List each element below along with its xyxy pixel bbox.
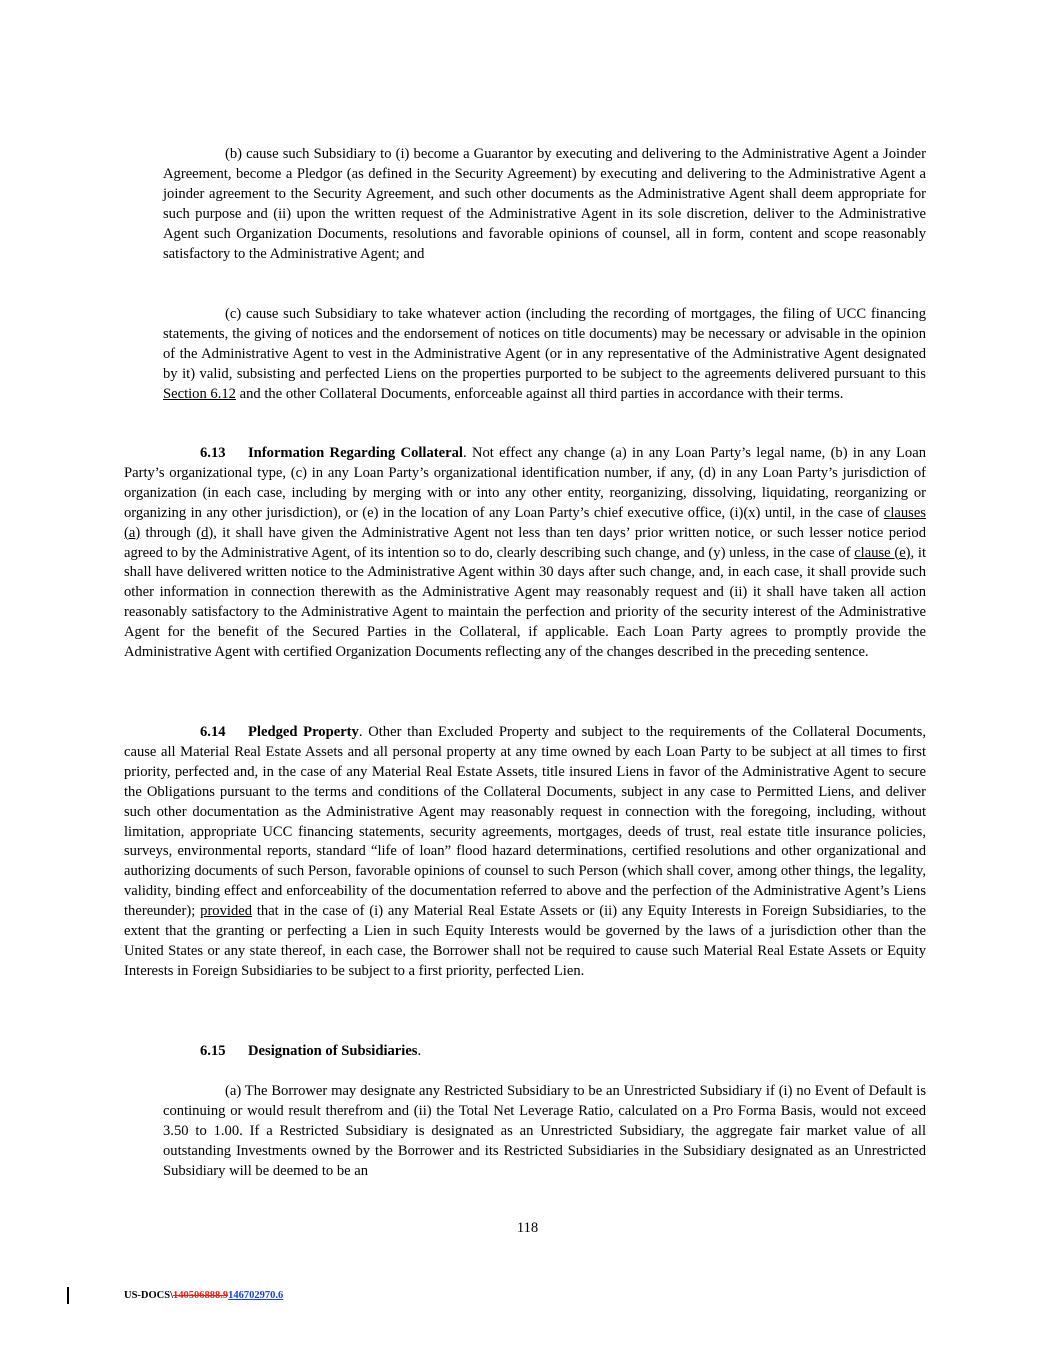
section-6-15-heading: 6.15 Designation of Subsidiaries. (124, 1042, 926, 1062)
section-number: 6.15 (200, 1043, 226, 1059)
section-heading: Pledged Property (248, 724, 359, 740)
section-reference-link[interactable]: Section 6.12 (163, 385, 236, 402)
paragraph-b: (b) cause such Subsidiary to (i) become a Guarantor by executing and delivering to the Administrative Agent a Joinder Agreement, become a Pledgor (as defined in the Security Agreement) by executing and delivering to the Administrative Agent a joinder agreement to the Security Agreement, and such other documents as the Administrative Agent shall deem appropriate for such purpose and (ii) upon the written request of the Administrative Agent in its sole discretion, deliver to the Administrative Agent such Organization Documents, resolutions and favorable opinions of counsel, all in form, content and scope reasonably satisfactory to the Administrative Agent; and (163, 146, 926, 262)
page-number: 118 (516, 1220, 539, 1236)
document-footer-id: US-DOCS\140506888.9146702970.6 (124, 1290, 284, 1301)
paragraph-c: (c) cause such Subsidiary to take whatever action (including the recording of mortgages, the filing of UCC financing statements, the giving of notices and the endorsement of notices on title documents) may be necessary or advisable in the opinion of the Administrative Agent to vest in the Administrative Agent (or in any representative of the Administrative Agent designated by it) valid, subsisting and perfected Liens on the properties purported to be subject to the agreements delivered pursuant to this Section 6.12 and the other Collateral Documents, enforceable against all third parties in accordance with their terms. (163, 306, 926, 402)
clause-reference: clauses (a) (124, 504, 926, 541)
section-heading: Information Regarding Collateral (248, 445, 463, 461)
proviso-term: provided (200, 903, 253, 920)
section-number: 6.13 (200, 445, 226, 461)
section-heading: Designation of Subsidiaries (248, 1043, 418, 1059)
section-number: 6.14 (200, 724, 226, 740)
section-6-14: 6.14 Pledged Property. Other than Excluded Property and subject to the requirements of the Collateral Documents, cause all Material Real Estate Assets and all personal property at any time owned by each Loan Party to be subject at all times to first priority, perfected and, in the case of any Material Real Estate Assets, title insured Liens in favor of the Administrative Agent to secure the Obligations pursuant to the terms and conditions of the Collateral Documents, subject in any case to Permitted Liens, and deliver such other documentation as the Administrative Agent may reasonably request in connection with the foregoing, including, without limitation, appropriate UCC financing statements, security agreements, mortgages, deeds of trust, real estate title insurance policies, surveys, environmental reports, standard “life of loan” flood hazard determinations, certified resolutions and other organizational and authorizing documents of such Person, favorable opinions of counsel to such Person (which shall cover, among other things, the legality, validity, binding effect and enforceability of the documentation referred to above and the perfection of the Administrative Agent’s Liens thereunder); provided that in the case of (i) any Material Real Estate Assets or (ii) any Equity Interests in Foreign Subsidiaries, to the extent that the granting or perfecting a Lien in such Equity Interests would be governed by the laws of a jurisdiction other than the United States or any state thereof, in each case, the Borrower shall not be required to cause such Material Real Estate Assets or Equity Interests in Foreign Subsidiaries to be subject to a first priority, perfected Lien. (124, 724, 926, 979)
section-6-13: 6.13 Information Regarding Collateral. Not effect any change (a) in any Loan Party’s legal name, (b) in any Loan Party’s organizational type, (c) in any Loan Party’s organizational identification number, if any, (d) in any Loan Party’s jurisdiction of organization (in each case, including by merging with or into any other entity, reorganizing, dissolving, liquidating, reorganizing or organizing in any other jurisdiction), or (e) in the location of any Loan Party’s chief executive office, (i)(x) until, in the case of clauses (a) through (d), it shall have given the Administrative Agent not less than ten days’ prior written notice, or such lesser notice period agreed to by the Administrative Agent, of its intention so to do, clearly describing such change, and (y) unless, in the case of clause (e), it shall have delivered written notice to the Administrative Agent within 30 days after such change, and, in each case, it shall provide such other information in connection therewith as the Administrative Agent may reasonably request and (ii) it shall have taken all action reasonably satisfactory to the Administrative Agent to maintain the perfection and priority of the security interest of the Administrative Agent for the benefit of the Secured Parties in the Collateral, if applicable. Each Loan Party agrees to promptly provide the Administrative Agent with certified Organization Documents reflecting any of the changes described in the preceding sentence. (124, 445, 926, 661)
clause-reference: clause (e) (854, 544, 911, 561)
paragraph-6-15-a: (a) The Borrower may designate any Restricted Subsidiary to be an Unrestricted Subsidiary if (i) no Event of Default is continuing or would result therefrom and (ii) the Total Net Leverage Ratio, calculated on a Pro Forma Basis, would not exceed 3.50 to 1.00. If a Restricted Subsidiary is designated as an Unrestricted Subsidiary, the aggregate fair market value of all outstanding Investments owned by the Borrower and its Restricted Subsidiaries in the Subsidiary designated as an Unrestricted Subsidiary will be deemed to be an (163, 1083, 926, 1179)
inserted-doc-id: 146702970.6 (228, 1290, 284, 1301)
deleted-doc-id: 140506888.9 (173, 1290, 229, 1301)
clause-reference: (d) (196, 524, 214, 541)
revision-change-bar (67, 1287, 69, 1304)
